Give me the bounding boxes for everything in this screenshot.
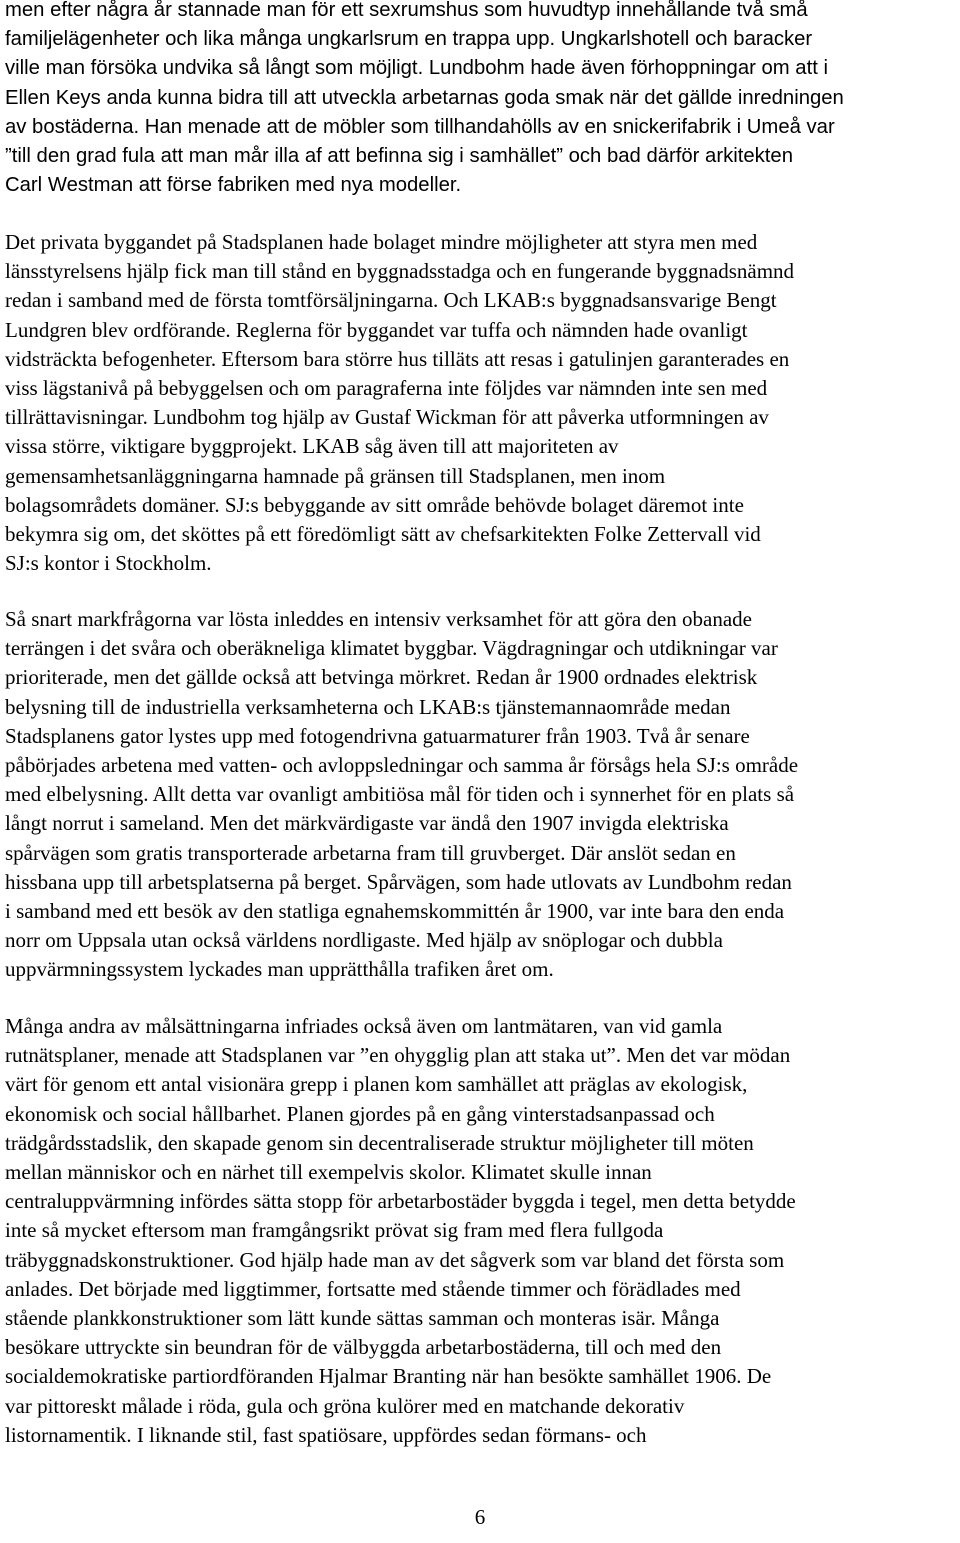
text-line: långt norrut i sameland. Men det märkvärdigaste var ändå den 1907 invigda elektriska xyxy=(5,811,729,836)
text-line: ”till den grad fula att man mår illa af att befinna sig i samhället” och bad därför arkitekten xyxy=(5,145,793,168)
text-line: stående plankkonstruktioner som lätt kunde sättas samman och monteras isär. Många xyxy=(5,1306,720,1331)
text-line: listornamentik. I liknande stil, fast spatiösare, uppfördes sedan förmans- och xyxy=(5,1422,647,1447)
page-number: 6 xyxy=(474,1505,486,1529)
text-line: värt för genom ett antal visionära grepp i planen kom samhället att präglas av ekologisk, xyxy=(5,1072,748,1097)
text-line: var pittoreskt målade i röda, gula och gröna kulörer med en matchande dekorativ xyxy=(5,1393,685,1418)
text-line: träbyggnadskonstruktioner. God hjälp hade man av det sågverk som var bland det första som xyxy=(5,1247,785,1272)
text-line: belysning till de industriella verksamheterna och LKAB:s tjänstemannaområde medan xyxy=(5,694,731,719)
text-line: Carl Westman att förse fabriken med nya modeller. xyxy=(5,174,462,197)
text-line: Ellen Keys anda kunna bidra till att utveckla arbetarnas goda smak när det gällde inredningen xyxy=(5,86,844,109)
text-line: gemensamhetsanläggningarna hamnade på gränsen till Stadsplanen, men inom xyxy=(5,463,666,488)
text-line: ekonomisk och social hållbarhet. Planen gjordes på en gång vinterstadsanpassad och xyxy=(5,1101,715,1126)
paragraph-1 xyxy=(5,0,844,200)
text-line: bolagsområdets domäner. SJ:s bebyggande av sitt område behövde bolaget däremot inte xyxy=(5,492,744,517)
text-line: bekymra sig om, det sköttes på ett föredömligt sätt av chefsarkitekten Folke Zettervall vid xyxy=(5,522,761,547)
text-line: uppvärmningssystem lyckades man upprätthålla trafiken året om. xyxy=(5,957,554,982)
text-line: i samband med ett besök av den statliga egnahemskommittén år 1900, var inte bara den enda xyxy=(5,899,785,924)
text-line: redan i samband med de första tomtförsäljningarna. Och LKAB:s byggnadsansvarige Bengt xyxy=(5,288,777,313)
text-line: viss lägstanivå på bebyggelsen och om paragraferna inte följdes var nämnden inte sen med xyxy=(5,376,768,401)
text-line: rutnätsplaner, menade att Stadsplanen var ”en ohygglig plan att staka ut”. Men det var mödan xyxy=(5,1043,791,1068)
text-line: Lundgren blev ordförande. Reglerna för byggandet var tuffa och nämnden hade ovanligt xyxy=(5,317,748,342)
text-line: terrängen i det svåra och oberäkneliga klimatet byggbar. Vägdragningar och utdikningar var xyxy=(5,636,778,661)
text-line: ville man försöka undvika så långt som möjligt. Lundbohm hade även förhoppningar om att i xyxy=(5,57,828,80)
text-line: familjelägenheter och lika många ungkarlsrum en trappa upp. Ungkarlshotell och baracker xyxy=(5,28,813,51)
text-line: mellan människor och en närhet till exempelvis skolor. Klimatet skulle innan xyxy=(5,1160,652,1185)
paragraph-3 xyxy=(5,605,798,985)
text-line: trädgårdsstadslik, den skapade genom sin decentraliserade struktur möjligheter till möten xyxy=(5,1130,754,1155)
text-line: men efter några år stannade man för ett sexrumshus som huvudtyp innehållande två små xyxy=(5,0,808,21)
text-line: spårvägen som gratis transporterade arbetarna fram till gruvberget. Där anslöt sedan en xyxy=(5,840,736,865)
text-line: prioriterade, men det gällde också att betvinga mörkret. Redan år 1900 ordnades elektrisk xyxy=(5,665,758,690)
text-line: socialdemokratiske partiordföranden Hjalmar Branting när han besökte samhället 1906. De xyxy=(5,1364,772,1389)
text-line: Det privata byggandet på Stadsplanen hade bolaget mindre möjligheter att styra men med xyxy=(5,230,758,254)
paragraph-4 xyxy=(5,1012,796,1450)
text-line: vissa större, viktigare byggprojekt. LKAB såg även till att majoriteten av xyxy=(5,434,619,459)
text-line: Stadsplanens gator lystes upp med fotogendrivna gatuarmaturer från 1903. Två år senare xyxy=(5,723,750,748)
text-line: SJ:s kontor i Stockholm. xyxy=(5,551,212,576)
paragraph-2 xyxy=(5,228,794,578)
text-line: tillrättavisningar. Lundbohm tog hjälp av Gustaf Wickman för att påverka utformningen av xyxy=(5,405,769,430)
text-line: besökare uttryckte sin beundran för de välbyggda arbetarbostäderna, till och med den xyxy=(5,1335,722,1360)
text-line: Många andra av målsättningarna infriades också även om lantmätaren, van vid gamla xyxy=(5,1014,723,1038)
text-line: påbörjades arbetena med vatten- och avloppsledningar och samma år försågs hela SJ:s område xyxy=(5,753,799,778)
text-line: av bostäderna. Han menade att de möbler som tillhandahölls av en snickerifabrik i Umeå var xyxy=(5,115,835,138)
text-line: vidsträckta befogenheter. Eftersom bara större hus tilläts att resas i gatulinjen garanterades en xyxy=(5,346,790,371)
text-line: länsstyrelsens hjälp fick man till stånd en byggnadsstadga och en fungerande byggnadsnämnd xyxy=(5,259,795,284)
text-line: anlades. Det började med liggtimmer, fortsatte med stående timmer och förädlades med xyxy=(5,1276,741,1301)
text-line: hissbana upp till arbetsplatserna på berget. Spårvägen, som hade utlovats av Lundbohm redan xyxy=(5,869,792,894)
text-line: norr om Uppsala utan också världens nordligaste. Med hjälp av snöplogar och dubbla xyxy=(5,928,723,953)
text-line: med elbelysning. Allt detta var ovanligt ambitiösa mål för tiden och i synnerhet för en plats så xyxy=(5,782,795,807)
text-line: inte så mycket eftersom man framgångsrikt prövat sig fram med flera fullgoda xyxy=(5,1218,664,1243)
text-line: centraluppvärmning infördes sätta stopp för arbetarbostäder byggda i tegel, men detta betydde xyxy=(5,1189,796,1214)
text-line: Så snart markfrågorna var lösta inleddes en intensiv verksamhet för att göra den obanade xyxy=(5,607,752,631)
